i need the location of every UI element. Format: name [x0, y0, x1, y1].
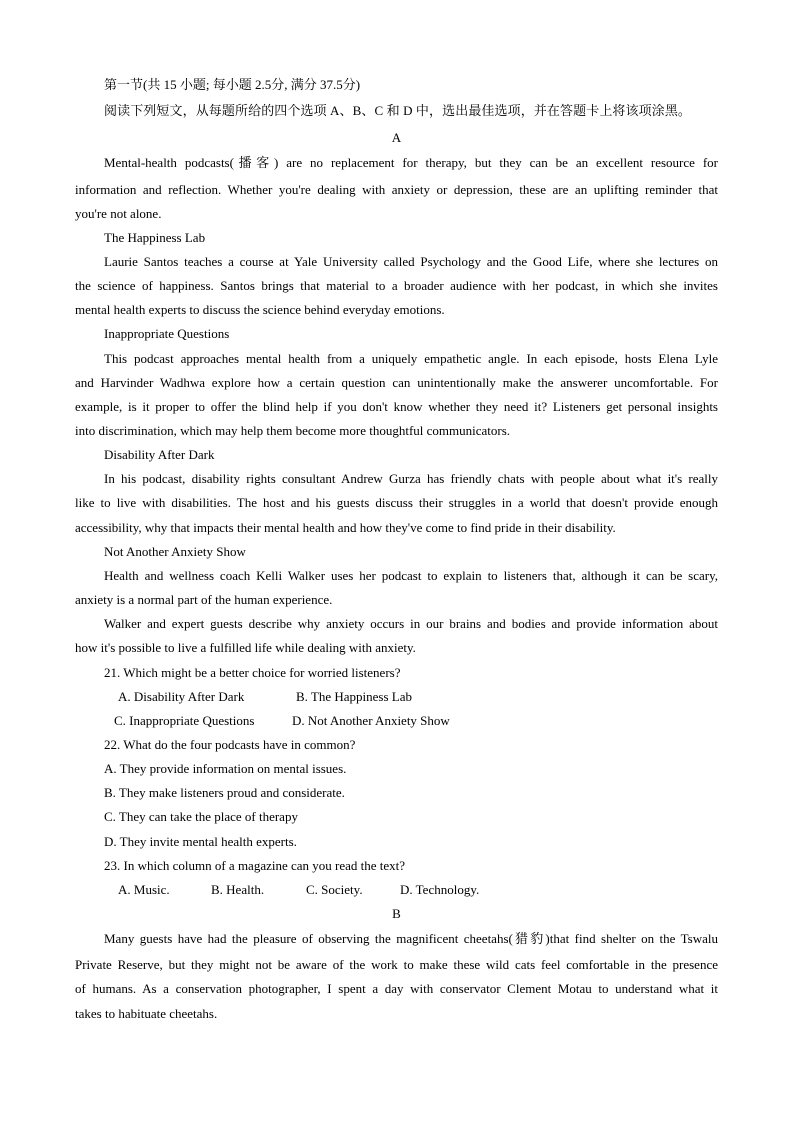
podcast-title: Not Another Anxiety Show	[104, 544, 246, 559]
passage-b-line: Private Reserve, but they might not be aware of the work to make these wild cats feel comfortable in the presence	[75, 957, 718, 972]
answer-option: B. The Happiness Lab	[296, 689, 413, 704]
question-stem: 23. In which column of a magazine can you read the text?	[104, 858, 406, 873]
passage-a-intro-line: you're not alone.	[75, 206, 162, 221]
passage-a-label: A	[391, 130, 402, 145]
podcast-line: anxiety is a normal part of the human experience.	[75, 592, 333, 607]
podcast-line: Laurie Santos teaches a course at Yale University called Psychology and the Good Life, where she lectures on	[104, 254, 718, 269]
question-stem: 21. Which might be a better choice for worried listeners?	[104, 665, 401, 680]
podcast-line: This podcast approaches mental health from a uniquely empathetic angle. In each episode, hosts Elena Lyle	[104, 351, 718, 366]
podcast-line: like to live with disabilities. The host and his guests discuss their struggles in a world that doesn't provide enough	[75, 495, 718, 510]
passage-b-line: of humans. As a conservation photographer, I spent a day with conservator Clement Motau to understand what it	[75, 981, 718, 996]
answer-option: D. They invite mental health experts.	[104, 834, 297, 849]
question-stem: 22. What do the four podcasts have in common?	[104, 737, 356, 752]
podcast-line: In his podcast, disability rights consultant Andrew Gurza has friendly chats with people about what it's really	[104, 471, 718, 486]
podcast-line: how it's possible to live a fulfilled life while dealing with anxiety.	[75, 640, 416, 655]
podcast-line: and Harvinder Wadhwa explore how a certain question can unintentionally make the answerer uncomfortable. For	[75, 375, 718, 390]
answer-option: C. Inappropriate Questions	[114, 713, 255, 728]
answer-option: B. They make listeners proud and considerate.	[104, 785, 345, 800]
passage-b-label: B	[392, 906, 401, 921]
podcast-line: the science of happiness. Santos brings that material to a broader audience with her podcast, in which she invites	[75, 278, 718, 293]
podcast-line: Walker and expert guests describe why anxiety occurs in our brains and bodies and provide information about	[104, 616, 718, 631]
answer-option: C. Society.	[306, 882, 363, 897]
passage-a-intro-line: information and reflection. Whether you're dealing with anxiety or depression, these are an uplifting reminder that	[75, 182, 718, 197]
podcast-line: accessibility, why that impacts their mental health and how they've come to find pride in their disability.	[75, 520, 616, 535]
answer-option: A. Music.	[118, 882, 170, 897]
podcast-line: example, is it proper to offer the blind help if you don't know whether they need it? Listeners get personal insights	[75, 399, 718, 414]
podcast-line: mental health experts to discuss the science behind everyday emotions.	[75, 302, 445, 317]
answer-option: A. They provide information on mental issues.	[104, 761, 347, 776]
podcast-line: into discrimination, which may help them become more thoughtful communicators.	[75, 423, 511, 438]
podcast-title: Disability After Dark	[104, 447, 215, 462]
podcast-line: Health and wellness coach Kelli Walker uses her podcast to explain to listeners that, although it can be scary,	[104, 568, 718, 583]
podcast-title: Inappropriate Questions	[104, 326, 230, 341]
passage-b-line: takes to habituate cheetahs.	[75, 1006, 218, 1021]
answer-option: D. Technology.	[400, 882, 480, 897]
passage-a-intro-line: Mental-health podcasts(播客) are no replacement for therapy, but they can be an excellent resource for	[104, 155, 718, 170]
answer-option: C. They can take the place of therapy	[104, 809, 298, 824]
answer-option: D. Not Another Anxiety Show	[292, 713, 450, 728]
instructions: 阅读下列短文，从每题所给的四个选项 A、B、C 和 D 中，选出最佳选项，并在答题卡上将该项涂黑。	[104, 103, 692, 118]
answer-option: B. Health.	[211, 882, 265, 897]
passage-b-line: Many guests have had the pleasure of observing the magnificent cheetahs(猎豹)that find shelter on the Tswalu	[104, 931, 718, 946]
podcast-title: The Happiness Lab	[104, 230, 206, 245]
answer-option: A. Disability After Dark	[118, 689, 245, 704]
section-header: 第一节(共 15 小题; 每小题 2.5分, 满分 37.5分)	[104, 77, 361, 92]
